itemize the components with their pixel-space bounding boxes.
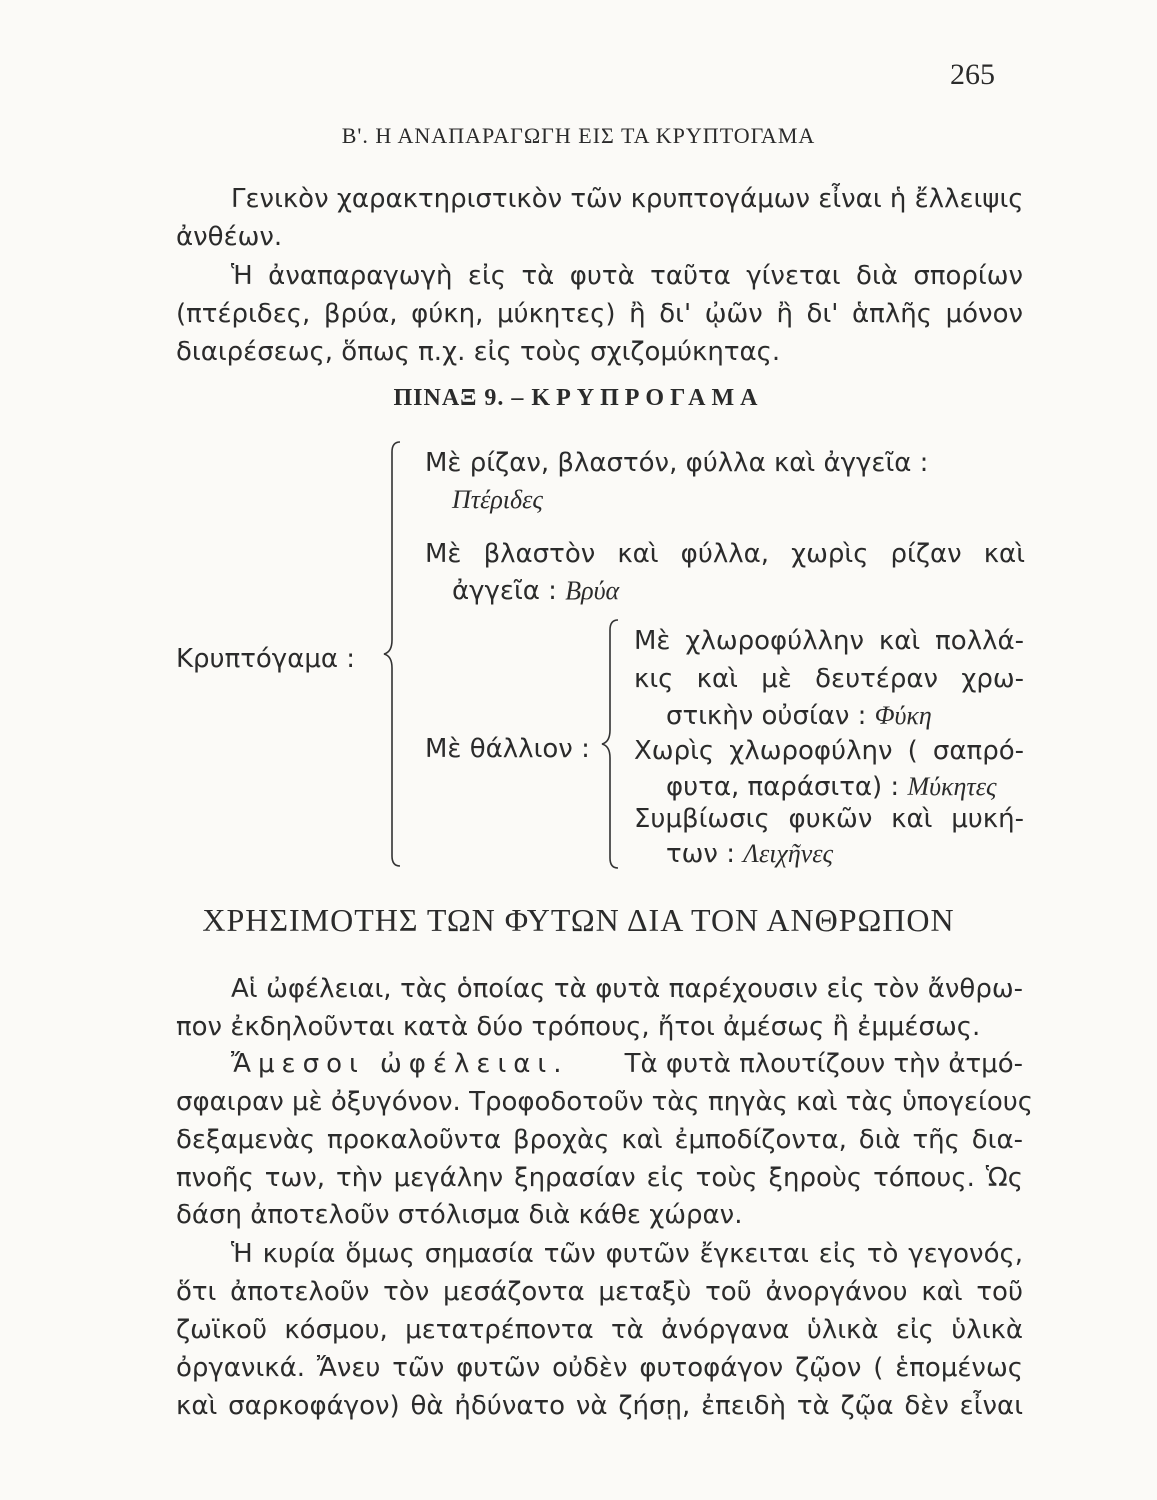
- section-title: Β'. Η ΑΝΑΠΑΡΑΓΩΓΗ ΕΙΣ ΤΑ ΚΡΥΠΤΟΓΑΜΑ: [341, 123, 816, 148]
- body-line-3: [231, 1045, 1023, 1083]
- moss-line2-prefix: ἀγγεῖα :: [452, 576, 557, 606]
- algae-line1: Μὲ χλωροφύλλην καὶ πολλά-: [634, 626, 1024, 656]
- intro-p2-line2: (πτέριδες, βρύα, φύκη, μύκητες) ἢ δι' ᾠῶν ἢ δι' ἁπλῆς μόνον: [176, 299, 1023, 329]
- moss-line1: Μὲ βλαστὸν καὶ φύλλα, χωρὶς ρίζαν καὶ: [425, 539, 1025, 569]
- body-line-9: ὅτι ἀποτελοῦν τὸν μεσάζοντα μεταξὺ τοῦ ἀνοργάνου καὶ τοῦ: [176, 1277, 1023, 1307]
- intro-p2-line1: Ἡ ἀναπαραγωγὴ εἰς τὰ φυτὰ ταῦτα γίνεται διὰ σπορίων: [231, 261, 1023, 291]
- algae-line3: [666, 697, 932, 735]
- lichen-name: Λειχῆνες: [743, 839, 834, 868]
- body-line-4: σφαιραν μὲ ὀξυγόνον. Τροφοδοτοῦν τὰς πηγὰς καὶ τὰς ὑπογείους: [176, 1087, 1034, 1117]
- body-line-3-rest: Τὰ φυτὰ πλουτίζουν τὴν ἀτμό-: [624, 1049, 1023, 1079]
- outer-brace: [380, 440, 410, 870]
- fungi-line1: Χωρὶς χλωροφύλην ( σαπρό-: [634, 736, 1024, 766]
- table-title-main: ΚΡΥΠΡΟΓΑΜΑ: [531, 385, 764, 411]
- body-line-8: Ἡ κυρία ὅμως σημασία τῶν φυτῶν ἔγκειται εἰς τὸ γεγονός,: [231, 1239, 1023, 1269]
- root-label: Κρυπτόγαμα :: [176, 644, 356, 674]
- usefulness-heading: ΧΡΗΣΙΜΟΤΗΣ ΤΩΝ ΦΥΤΩΝ ΔΙΑ ΤΟΝ ΑΝΘΡΩΠΟΝ: [202, 902, 955, 938]
- fern-name: Πτέριδες: [452, 485, 543, 514]
- fungi-name: Μύκητες: [907, 772, 997, 801]
- body-line-10: ζωϊκοῦ κόσμου, μετατρέποντα τὰ ἀνόργανα ὑλικὰ εἰς ὑλικὰ: [176, 1315, 1023, 1345]
- fern-line1: Μὲ ρίζαν, βλαστόν, φύλλα καὶ ἀγγεῖα :: [425, 448, 929, 478]
- intro-p2-line3: διαιρέσεως, ὅπως π.χ. εἰς τοὺς σχιζομύκητας.: [176, 337, 781, 367]
- direct-benefits-term: Ἄμεσοι ὠφέλειαι.: [231, 1049, 569, 1079]
- body-line-12: καὶ σαρκοφάγον) θὰ ἠδύνατο νὰ ζήσῃ, ἐπειδὴ τὰ ζῷα δὲν εἶναι: [176, 1391, 1023, 1421]
- fungi-line2-prefix: φυτα, παράσιτα) :: [666, 772, 900, 802]
- body-line-11: ὀργανικά. Ἄνευ τῶν φυτῶν οὐδὲν φυτοφάγον ζῷον ( ἑπομένως: [176, 1353, 1023, 1383]
- lichen-line2-prefix: των :: [666, 839, 735, 869]
- page-number: 265: [950, 58, 995, 91]
- thallus-label: Μὲ θάλλιον :: [425, 734, 590, 764]
- moss-name: Βρύα: [565, 576, 620, 605]
- algae-line2: κις καὶ μὲ δευτέραν χρω-: [634, 664, 1024, 694]
- body-line-1: Αἱ ὠφέλειαι, τὰς ὁποίας τὰ φυτὰ παρέχουσιν εἰς τὸν ἄνθρω-: [231, 974, 1023, 1004]
- lichen-line1: Συμβίωσις φυκῶν καὶ μυκή-: [634, 804, 1024, 834]
- table-title: [0, 385, 1157, 412]
- algae-line3-prefix: στικὴν οὐσίαν :: [666, 701, 867, 731]
- body-line-7: δάση ἀποτελοῦν στόλισμα διὰ κάθε χώραν.: [176, 1200, 743, 1230]
- algae-name: Φύκη: [874, 701, 932, 730]
- intro-p1-line1: Γενικὸν χαρακτηριστικὸν τῶν κρυπτογάμων εἶναι ἡ ἔλλειψις: [231, 184, 1024, 214]
- lichen-line2: [666, 835, 833, 873]
- inner-brace: [598, 618, 628, 873]
- intro-p1-line2: ἀνθέων.: [176, 222, 283, 252]
- moss-line2: [452, 572, 619, 610]
- body-line-6: πνοῆς των, τὴν μεγάλην ξηρασίαν εἰς τοὺς ξηροὺς τόπους. Ὡς: [176, 1163, 1023, 1193]
- body-line-5: δεξαμενὰς προκαλοῦντα βροχὰς καὶ ἐμποδίζοντα, διὰ τῆς δια-: [176, 1125, 1023, 1155]
- table-title-prefix: ΠΙΝΑΞ 9. –: [393, 385, 525, 411]
- body-line-2: πον ἐκδηλοῦνται κατὰ δύο τρόπους, ἤτοι ἀμέσως ἢ ἐμμέσως.: [176, 1012, 981, 1042]
